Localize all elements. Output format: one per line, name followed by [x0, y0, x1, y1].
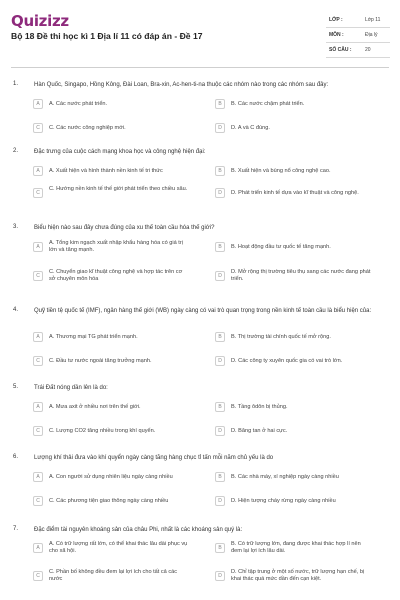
meta-key: LỚP : — [329, 17, 343, 23]
meta-key: MÔN : — [329, 32, 344, 38]
option-letter-box: A — [33, 242, 43, 252]
option-text: B. Các nhà máy, xí nghiệp ngày càng nhiều — [231, 474, 339, 480]
option-letter-box: B — [215, 472, 225, 482]
question-number: 2. — [13, 148, 19, 154]
header-divider — [11, 67, 389, 68]
option-letter-box: D — [215, 356, 225, 366]
option-text: B. Thị trường tài chính quốc tế mở rộng. — [231, 334, 331, 340]
option-letter-box: A — [33, 543, 43, 553]
option-letter-box: D — [215, 188, 225, 198]
option-letter-box: D — [215, 271, 225, 281]
option-letter-box: B — [215, 332, 225, 342]
option-text: D. Phát triển kinh tế dựa vào kĩ thuật và công nghệ. — [231, 190, 359, 196]
option-text: B. Các nước chậm phát triển. — [231, 101, 305, 107]
meta-row-subject — [326, 28, 390, 43]
option-text: D. A và C đúng. — [231, 125, 270, 131]
option-text: C. Các nước công nghiệp mới. — [49, 125, 126, 131]
option-letter-box: C — [33, 426, 43, 436]
option-letter-box: C — [33, 356, 43, 366]
question-number: 7. — [13, 526, 19, 532]
option-text: C. Các phương tiện giao thông ngày càng nhiều — [49, 498, 169, 504]
option-text: A. Các nước phát triển. — [49, 101, 108, 107]
option-letter-box: C — [33, 496, 43, 506]
option-letter-box: A — [33, 332, 43, 342]
option-text: A. Mưa axit ở nhiều nơi trên thế giới. — [49, 404, 141, 410]
option-letter-box: B — [215, 543, 225, 553]
option-text: C. Lượng CO2 tăng nhiều trong khí quyển. — [49, 428, 156, 434]
option-text: C. Phần bố không đều đem lại lợi ích cho tất cả các nước — [49, 569, 178, 582]
option-letter-box: C — [33, 571, 43, 581]
option-text: C. Chuyển giao kĩ thuật công nghệ và hợp tác trên cơ sở chuyên môn hóa — [49, 269, 183, 282]
meta-key: SỐ CÂU : — [329, 47, 352, 53]
option-text: C. Hướng nền kinh tế thế giới phát triển theo chiều sâu. — [49, 186, 188, 192]
option-letter-box: A — [33, 472, 43, 482]
option-letter-box: D — [215, 426, 225, 436]
option-text: A. Thương mại TG phát triển mạnh. — [49, 334, 138, 340]
option-letter-box: B — [215, 402, 225, 412]
option-letter-box: C — [33, 123, 43, 133]
question-number: 5. — [13, 384, 19, 390]
page-header — [0, 0, 400, 70]
meta-value: Lớp 11 — [365, 17, 381, 23]
option-text: D. Chỉ tập trung ở một số nước, trữ lượng hạn chế, bị khai thác quá mức dần đến cạn kiệt. — [231, 569, 365, 582]
meta-value: Địa lý — [365, 32, 378, 38]
meta-row-class — [326, 13, 390, 28]
option-letter-box: A — [33, 166, 43, 176]
question-number: 4. — [13, 307, 19, 313]
option-letter-box: D — [215, 496, 225, 506]
option-text: A. Con người sử dụng nhiên liệu ngày càng nhiều — [49, 474, 173, 480]
option-text: D. Băng tan ở hai cực. — [231, 428, 288, 434]
option-text: A. Có trữ lượng rất lớn, có thể khai thác lâu dài phục vụ cho xã hội. — [49, 541, 188, 554]
option-letter-box: D — [215, 571, 225, 581]
option-letter-box: A — [33, 99, 43, 109]
option-letter-box: B — [215, 166, 225, 176]
option-letter-box: C — [33, 271, 43, 281]
option-letter-box: D — [215, 123, 225, 133]
question-text: Biểu hiện nào sau đây chưa đúng của xu thế toàn cầu hóa thế giới? — [34, 225, 215, 231]
option-text: B. Tầng ôdôn bị thủng. — [231, 404, 288, 410]
option-text: D. Mở rộng thị trường tiêu thụ sang các nước đang phát triển. — [231, 269, 371, 282]
option-letter-box: A — [33, 402, 43, 412]
option-text: D. Hiện tượng cháy rừng ngày càng nhiều — [231, 498, 336, 504]
question-number: 1. — [13, 81, 19, 87]
option-text: D. Các công ty xuyên quốc gia có vai trò lớn. — [231, 358, 343, 364]
question-text: Lượng khí thải đưa vào khí quyển ngày càng tăng hàng chục tỉ tấn mỗi năm chủ yếu là do — [34, 455, 274, 461]
question-text: Đặc điểm tài nguyên khoáng sản của châu Phi, nhất là các khoáng sản quý là: — [34, 527, 243, 533]
question-number: 6. — [13, 454, 19, 460]
option-text: B. Hoạt động đầu tư quốc tế tăng mạnh. — [231, 244, 331, 250]
option-text: B. Có trữ lượng lớn, đang được khai thác hợp lí nên đem lại lợi ích lâu dài. — [231, 541, 361, 554]
meta-value: 20 — [365, 47, 371, 53]
page-title: Bộ 18 Đề thi học kì 1 Địa lí 11 có đáp án - Đề 17 — [11, 31, 203, 41]
option-text: B. Xuất hiện và bùng nổ công nghệ cao. — [231, 168, 331, 174]
meta-row-count — [326, 43, 390, 58]
question-text: Trái Đất nóng dần lên là do: — [34, 385, 108, 391]
option-letter-box: B — [215, 242, 225, 252]
question-text: Đặc trưng của cuộc cách mạng khoa học và công nghệ hiện đại: — [34, 149, 206, 155]
meta-table — [326, 13, 390, 58]
question-text: Quỹ tiền tệ quốc tế (IMF), ngân hàng thế giới (WB) ngày càng có vai trò quan trọng trong nền kinh tế toàn cầu là biểu hiện của: — [34, 308, 372, 314]
option-letter-box: C — [33, 188, 43, 198]
question-number: 3. — [13, 224, 19, 230]
option-letter-box: B — [215, 99, 225, 109]
option-text: A. Xuất hiện và hình thành nền kinh tế tri thức — [49, 168, 163, 174]
quizizz-logo: Quizizz — [11, 12, 69, 30]
question-text: Hàn Quốc, Singapo, Hồng Kông, Đài Loan, Bra-xin, Ac-hen-ti-na thuộc các nhóm nào trong các nhóm sau đây: — [34, 82, 329, 88]
option-text: A. Tổng kim ngạch xuất nhập khẩu hàng hóa có giá trị lớn và tăng mạnh. — [49, 240, 183, 253]
option-text: C. Đầu tư nước ngoài tăng trưởng mạnh. — [49, 358, 152, 364]
